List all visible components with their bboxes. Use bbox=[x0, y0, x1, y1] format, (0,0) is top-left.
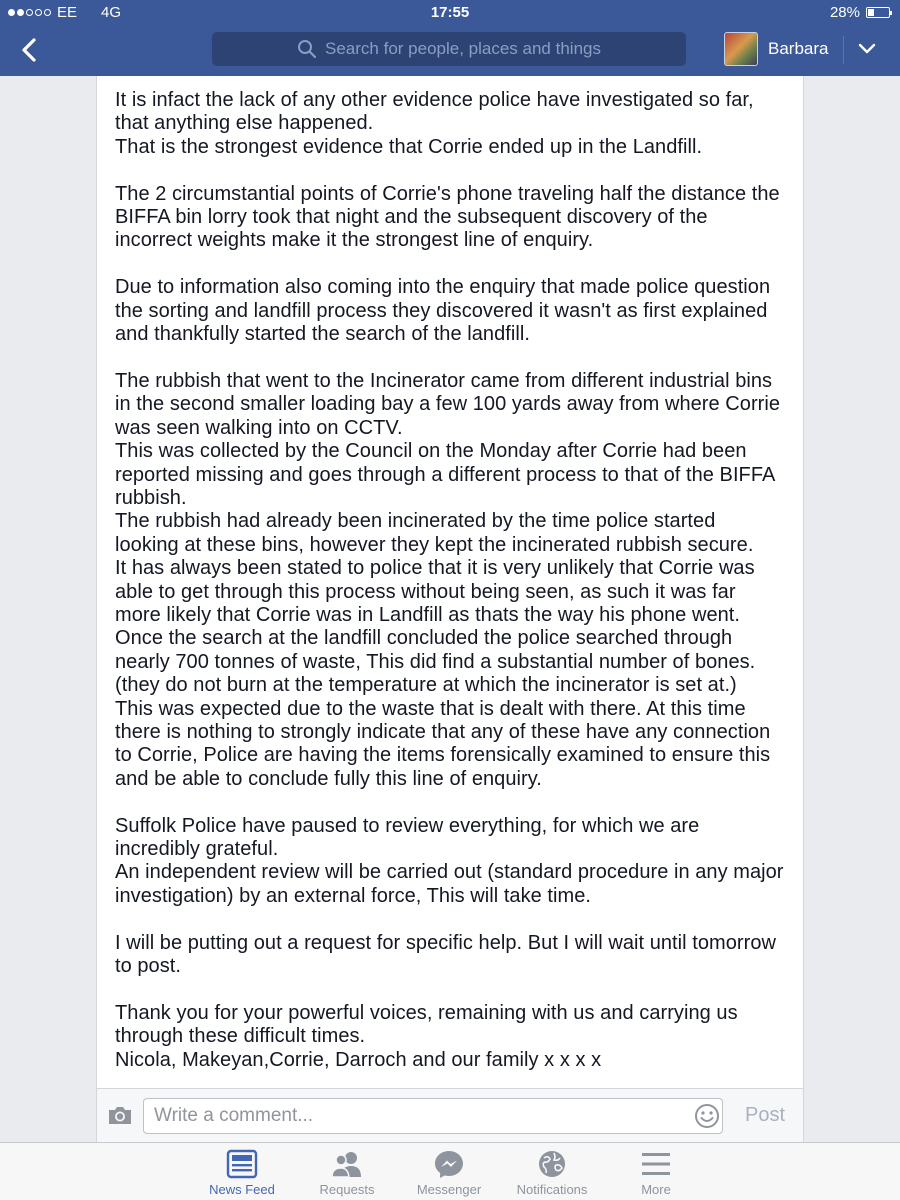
status-bar bbox=[0, 0, 900, 24]
camera-icon[interactable] bbox=[107, 1103, 133, 1127]
news-feed-icon bbox=[226, 1149, 258, 1179]
tab-news-feed[interactable] bbox=[192, 1143, 292, 1200]
post-card bbox=[96, 76, 804, 1088]
search-icon bbox=[297, 39, 317, 59]
profile-name[interactable]: Barbara bbox=[768, 39, 829, 58]
tab-label: Messenger bbox=[416, 1182, 482, 1197]
post-text: It is infact the lack of any other evidence police have investigated so far, that anything else happened. That is the strongest evidence that Corrie ended up in the Landfill. The 2 circumstantial points of Corrie's phone traveling half the distance the BIFFA bin lorry took that night and the subsequent discovery of the incorrect weights make it the strongest line of enquiry. Due to information also coming into the enquiry that made police question the sorting and landfill process they discovered it wasn't as first explained and thankfully started the search of the landfill. The rubbish that went to the Incinerator came from different industrial bins in the second smaller loading bay a few 100 yards away from where Corrie was seen walking into on CCTV. This was collected by the Council on the Monday after Corrie had been reported missing and goes through a different process to that of the BIFFA rubbish. The rubbish had already been incinerated by the time police started looking at these bins, however they kept the incinerated rubbish secure. It has always been stated to police that it is very unlikely that Corrie was able to get through this process without being seen, as such it was far more likely that Corrie was in Landfill as thats the way his phone went. Once the search at the landfill concluded the police searched through nearly 700 tonnes of waste, This did find a substantial number of bones. (they do not burn at the temperature at which the incinerator is set at.) This was expected due to the waste that is dealt with there. At this time there is nothing to strongly indicate that any of these have any connection to Corrie, Police are having the items forensically examined to ensure this and be able to conclude fully this line of enquiry. Suffolk Police have paused to review everything, for which we are incredibly grateful. An independent review will be carried out (standard procedure in any major investigation) by an external force, This will take time. I will be putting out a request for specific help. But I will wait until tomorrow to post. Thank you for your powerful voices, remaining with us and carrying us through these difficult times. Nicola, Makeyan,Corrie, Darroch and our family x x x x bbox=[115, 89, 784, 1071]
requests-icon bbox=[331, 1149, 363, 1179]
nav-bar bbox=[0, 24, 900, 76]
battery-percent: 28% bbox=[829, 4, 860, 21]
search-placeholder: Search for people, places and things bbox=[325, 39, 601, 58]
tab-more[interactable] bbox=[606, 1143, 706, 1200]
tab-label: Notifications bbox=[516, 1182, 588, 1197]
search-input[interactable] bbox=[212, 32, 686, 66]
tab-label: More bbox=[641, 1182, 671, 1197]
comment-bar bbox=[96, 1088, 804, 1142]
chevron-down-icon[interactable] bbox=[856, 38, 878, 60]
back-arrow-icon[interactable] bbox=[14, 34, 46, 66]
comment-input[interactable] bbox=[143, 1098, 723, 1134]
profile-link[interactable] bbox=[724, 32, 828, 66]
nav-divider bbox=[843, 36, 844, 64]
tab-label: Requests bbox=[319, 1182, 375, 1197]
notifications-icon bbox=[536, 1149, 568, 1179]
comment-placeholder: Write a comment... bbox=[154, 1105, 314, 1126]
tab-notifications[interactable] bbox=[502, 1143, 602, 1200]
tab-messenger[interactable] bbox=[399, 1143, 499, 1200]
smiley-icon[interactable] bbox=[694, 1103, 720, 1129]
carrier-label: EE bbox=[57, 4, 78, 21]
post-button[interactable]: Post bbox=[745, 1104, 786, 1126]
status-time: 17:55 bbox=[430, 4, 470, 21]
tab-bar bbox=[0, 1142, 900, 1200]
messenger-icon bbox=[433, 1149, 465, 1179]
network-label: 4G bbox=[101, 4, 122, 21]
more-icon bbox=[640, 1149, 672, 1179]
tab-label: News Feed bbox=[209, 1182, 275, 1197]
tab-requests[interactable] bbox=[297, 1143, 397, 1200]
battery-icon bbox=[866, 7, 890, 18]
avatar[interactable] bbox=[724, 32, 758, 66]
